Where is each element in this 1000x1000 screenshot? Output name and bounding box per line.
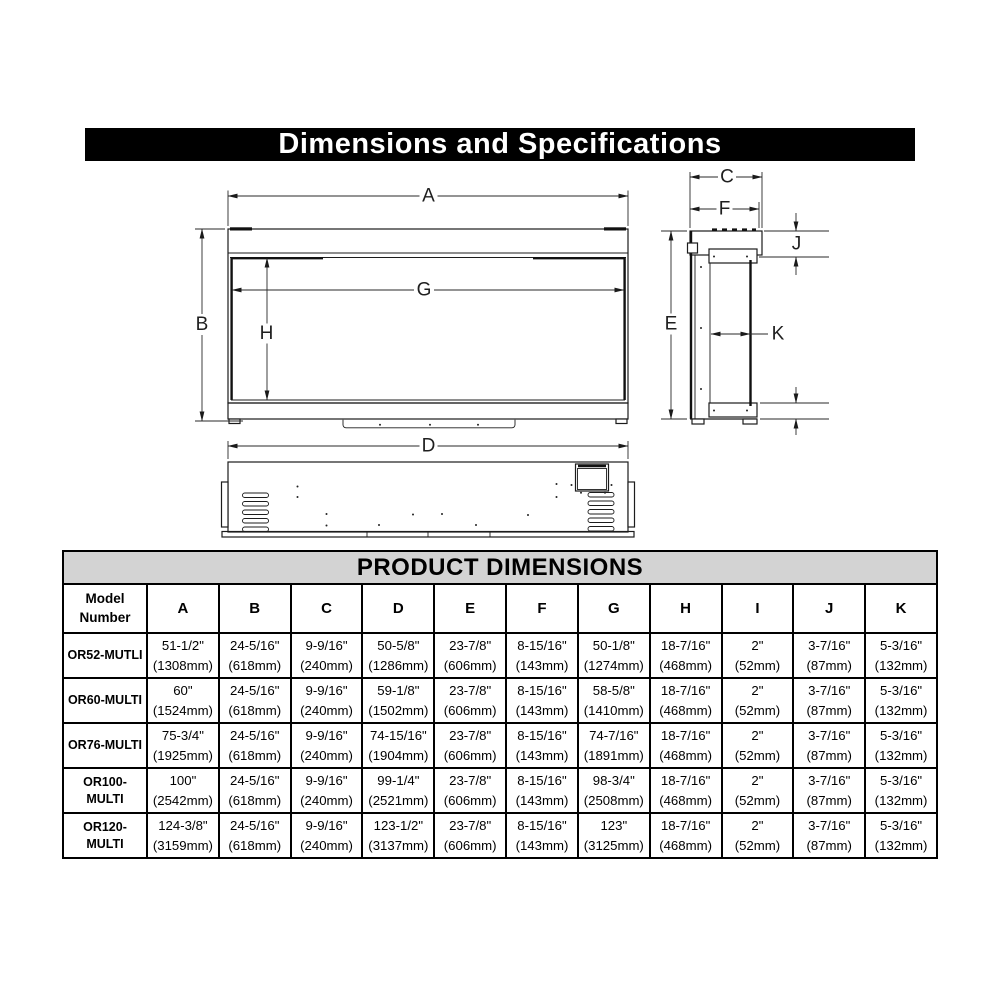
dimension-cell: 24-5/16" (618mm) [219, 678, 291, 723]
page-title: Dimensions and Specifications [85, 128, 915, 161]
table-title: PRODUCT DIMENSIONS [63, 551, 937, 584]
dimension-cell: 98-3/4" (2508mm) [578, 768, 650, 813]
dimension-cell: 99-1/4" (2521mm) [362, 768, 434, 813]
col-header-j: J [793, 584, 865, 633]
model-number-cell: OR100- MULTI [63, 768, 147, 813]
vent-slots-left [243, 493, 269, 532]
dimension-cell: 5-3/16" (132mm) [865, 678, 937, 723]
dim-label-b: B [195, 314, 209, 335]
dimension-cell: 2" (52mm) [722, 768, 794, 813]
bottom-view [222, 462, 635, 537]
col-header-i: I [722, 584, 794, 633]
dimension-cell: 3-7/16" (87mm) [793, 768, 865, 813]
dimension-cell: 60" (1524mm) [147, 678, 219, 723]
dimension-cell: 8-15/16" (143mm) [506, 678, 578, 723]
dimension-cell: 3-7/16" (87mm) [793, 813, 865, 858]
col-header-b: B [219, 584, 291, 633]
model-number-cell: OR60-MULTI [63, 678, 147, 723]
col-header-c: C [291, 584, 363, 633]
dimension-cell: 74-7/16" (1891mm) [578, 723, 650, 768]
technical-drawing [188, 165, 838, 545]
model-number-cell: OR120- MULTI [63, 813, 147, 858]
col-header-d: D [362, 584, 434, 633]
dimension-cell: 5-3/16" (132mm) [865, 813, 937, 858]
dimension-cell: 24-5/16" (618mm) [219, 633, 291, 678]
model-number-cell: OR76-MULTI [63, 723, 147, 768]
dimension-cell: 23-7/8" (606mm) [434, 813, 506, 858]
dimension-cell: 9-9/16" (240mm) [291, 678, 363, 723]
dimension-cell: 9-9/16" (240mm) [291, 723, 363, 768]
dimension-cell: 23-7/8" (606mm) [434, 633, 506, 678]
model-number-cell: OR52-MUTLI [63, 633, 147, 678]
dimension-cell: 123" (3125mm) [578, 813, 650, 858]
table-row [63, 813, 937, 858]
dimension-cell: 3-7/16" (87mm) [793, 678, 865, 723]
col-header-f: F [506, 584, 578, 633]
front-view-dimensions [193, 186, 628, 422]
table-row [63, 678, 937, 723]
dim-label-g: G [416, 279, 432, 301]
dimension-cell: 5-3/16" (132mm) [865, 633, 937, 678]
dimension-cell: 124-3/8" (3159mm) [147, 813, 219, 858]
dimension-cell: 24-5/16" (618mm) [219, 768, 291, 813]
table-title-row [63, 551, 937, 584]
col-header-model: Model Number [63, 584, 147, 633]
table-row [63, 633, 937, 678]
dimension-cell: 50-1/8" (1274mm) [578, 633, 650, 678]
dimension-cell: 23-7/8" (606mm) [434, 768, 506, 813]
dim-label-a: A [422, 185, 435, 207]
dim-label-d: D [421, 435, 436, 457]
dimension-cell: 8-15/16" (143mm) [506, 723, 578, 768]
dimension-cell: 123-1/2" (3137mm) [362, 813, 434, 858]
table-row [63, 768, 937, 813]
dimension-cell: 9-9/16" (240mm) [291, 813, 363, 858]
vent-slots-right [588, 493, 614, 532]
dimension-cell: 2" (52mm) [722, 813, 794, 858]
dimension-cell: 5-3/16" (132mm) [865, 723, 937, 768]
dim-label-e: E [664, 313, 678, 335]
dim-label-k: K [771, 323, 785, 345]
dim-label-j: J [791, 233, 802, 255]
dimension-cell: 59-1/8" (1502mm) [362, 678, 434, 723]
col-header-e: E [434, 584, 506, 633]
dimension-cell: 24-5/16" (618mm) [219, 813, 291, 858]
col-header-h: H [650, 584, 722, 633]
dimension-cell: 2" (52mm) [722, 678, 794, 723]
dimension-cell: 100" (2542mm) [147, 768, 219, 813]
dimension-cell: 8-15/16" (143mm) [506, 813, 578, 858]
dim-label-h: H [259, 323, 274, 344]
dimension-cell: 58-5/8" (1410mm) [578, 678, 650, 723]
dimension-cell: 8-15/16" (143mm) [506, 633, 578, 678]
bottom-view-dimensions [228, 436, 628, 460]
side-view [688, 228, 763, 424]
dimension-cell: 3-7/16" (87mm) [793, 723, 865, 768]
side-view-dimensions [661, 167, 829, 436]
dimension-cell: 18-7/16" (468mm) [650, 768, 722, 813]
junction-box [576, 464, 609, 491]
dimension-cell: 18-7/16" (468mm) [650, 633, 722, 678]
col-header-a: A [147, 584, 219, 633]
product-dimensions-table [62, 550, 938, 859]
col-header-g: G [578, 584, 650, 633]
dimension-cell: 2" (52mm) [722, 633, 794, 678]
dimension-cell: 50-5/8" (1286mm) [362, 633, 434, 678]
table-row [63, 723, 937, 768]
dimension-cell: 18-7/16" (468mm) [650, 813, 722, 858]
dimension-cell: 3-7/16" (87mm) [793, 633, 865, 678]
dimension-cell: 8-15/16" (143mm) [506, 768, 578, 813]
dimension-cell: 18-7/16" (468mm) [650, 678, 722, 723]
dimension-cell: 2" (52mm) [722, 723, 794, 768]
dimension-cell: 9-9/16" (240mm) [291, 633, 363, 678]
dimension-cell: 24-5/16" (618mm) [219, 723, 291, 768]
dimension-cell: 5-3/16" (132mm) [865, 768, 937, 813]
column-header-row [63, 584, 937, 633]
col-header-k: K [865, 584, 937, 633]
dimension-cell: 23-7/8" (606mm) [434, 678, 506, 723]
dimension-cell: 18-7/16" (468mm) [650, 723, 722, 768]
dimension-cell: 75-3/4" (1925mm) [147, 723, 219, 768]
dimension-cell: 9-9/16" (240mm) [291, 768, 363, 813]
dim-label-c: C [720, 166, 734, 188]
dimension-cell: 51-1/2" (1308mm) [147, 633, 219, 678]
front-view [228, 227, 628, 427]
dim-label-f: F [718, 198, 731, 220]
dimension-cell: 74-15/16" (1904mm) [362, 723, 434, 768]
dimension-cell: 23-7/8" (606mm) [434, 723, 506, 768]
